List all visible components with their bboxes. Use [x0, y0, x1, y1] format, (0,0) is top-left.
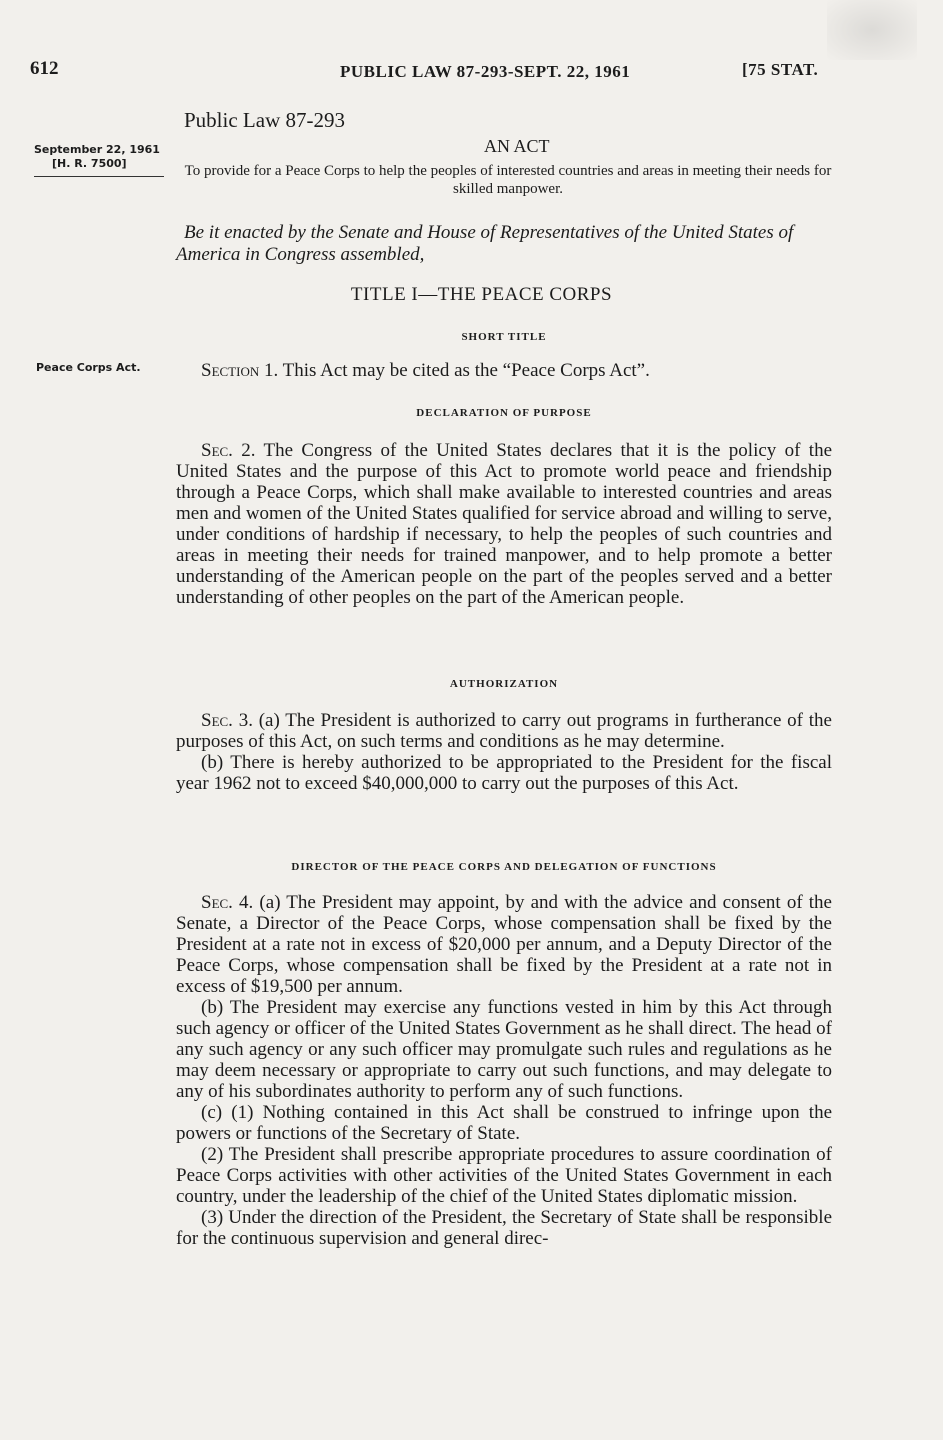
section-3 — [176, 710, 832, 794]
running-head: PUBLIC LAW 87-293-SEPT. 22, 1961 — [340, 62, 631, 81]
section-2 — [176, 440, 832, 608]
section-1-label: Section 1. — [201, 360, 279, 381]
section-4 — [176, 892, 832, 1249]
page-number: 612 — [30, 58, 59, 79]
section-3-label: Sec. 3. — [201, 710, 253, 731]
section-2-text: The Congress of the United States declares that it is the policy of the United States and the purpose of this Act to promote world peace and friendship through a Peace Corps, which shall make available to interested countries and areas men and women of the United States qualified for service abroad and willing to serve, under conditions of hardship if necessary, to help the peoples of such countries and areas in meeting their needs for trained manpower, and to help promote a better understanding of the American people on the part of the peoples served and a better understanding of other peoples on the part of the American people. — [176, 440, 833, 608]
stat-reference: [75 STAT. — [742, 60, 819, 79]
director-heading: DIRECTOR OF THE PEACE CORPS AND DELEGATION OF FUNCTIONS — [291, 861, 717, 873]
section-3b-text: (b) There is hereby authorized to be appropriated to the President for the fiscal year 1962 not to exceed $40,000,000 to carry out the purposes of this Act. — [176, 752, 832, 794]
margin-bill-number: [H. R. 7500] — [52, 157, 127, 170]
section-3a-text: (a) The President is authorized to carry out programs in furtherance of the purposes of this Act, on such terms and conditions as he may determine. — [176, 710, 832, 752]
short-title-heading: SHORT TITLE — [461, 331, 547, 343]
title-heading: TITLE I—THE PEACE CORPS — [350, 284, 613, 305]
section-4c1-text: (c) (1) Nothing contained in this Act shall be construed to infringe upon the powers or functions of the Secretary of State. — [176, 1102, 832, 1144]
act-purpose: To provide for a Peace Corps to help the peoples of interested countries and areas in meeting their needs for skilled manpower. — [184, 163, 832, 197]
scan-smudge — [827, 0, 917, 60]
act-heading: AN ACT — [484, 136, 550, 156]
section-1-text: This Act may be cited as the “Peace Corps Act”. — [278, 360, 650, 381]
section-4c2-text: (2) The President shall prescribe appropriate procedures to assure coordination of Peace Corps activities with other activities of the United States Government in each country, under the leadership of the chief of the United States diplomatic mission. — [176, 1144, 832, 1207]
margin-date: September 22, 1961 — [34, 143, 160, 156]
declaration-heading: DECLARATION OF PURPOSE — [416, 407, 592, 419]
margin-rule — [34, 176, 164, 177]
margin-date-note — [34, 143, 160, 171]
section-4a-text: (a) The President may appoint, by and with the advice and consent of the Senate, a Director of the Peace Corps, whose compensation shall be fixed by the President at a rate not in excess of $20,000 per annum, and a Deputy Director of the Peace Corps, whose compensation shall be fixed by the President at a rate not in excess of $19,500 per annum. — [176, 892, 832, 997]
section-2-label: Sec. 2. — [201, 440, 256, 461]
section-4-label: Sec. 4. — [201, 892, 254, 913]
enacting-clause: Be it enacted by the Senate and House of Representatives of the United States of America in Congress assembled, — [176, 222, 794, 265]
authorization-heading: AUTHORIZATION — [449, 678, 559, 690]
public-law-title: Public Law 87-293 — [184, 108, 345, 132]
section-4c3-text: (3) Under the direction of the President, the Secretary of State shall be responsible for the continuous supervision and general direc- — [176, 1207, 832, 1249]
section-1 — [176, 360, 832, 381]
margin-note-short-title: Peace Corps Act. — [36, 361, 141, 374]
section-4b-text: (b) The President may exercise any functions vested in him by this Act through such agency or officer of the United States Government as he shall direct. The head of any such agency or any such officer may promulgate such rules and regulations as he may deem necessary or appropriate to carry out such functions, and may delegate to any of his subordinates authority to perform any of such functions. — [176, 997, 832, 1102]
